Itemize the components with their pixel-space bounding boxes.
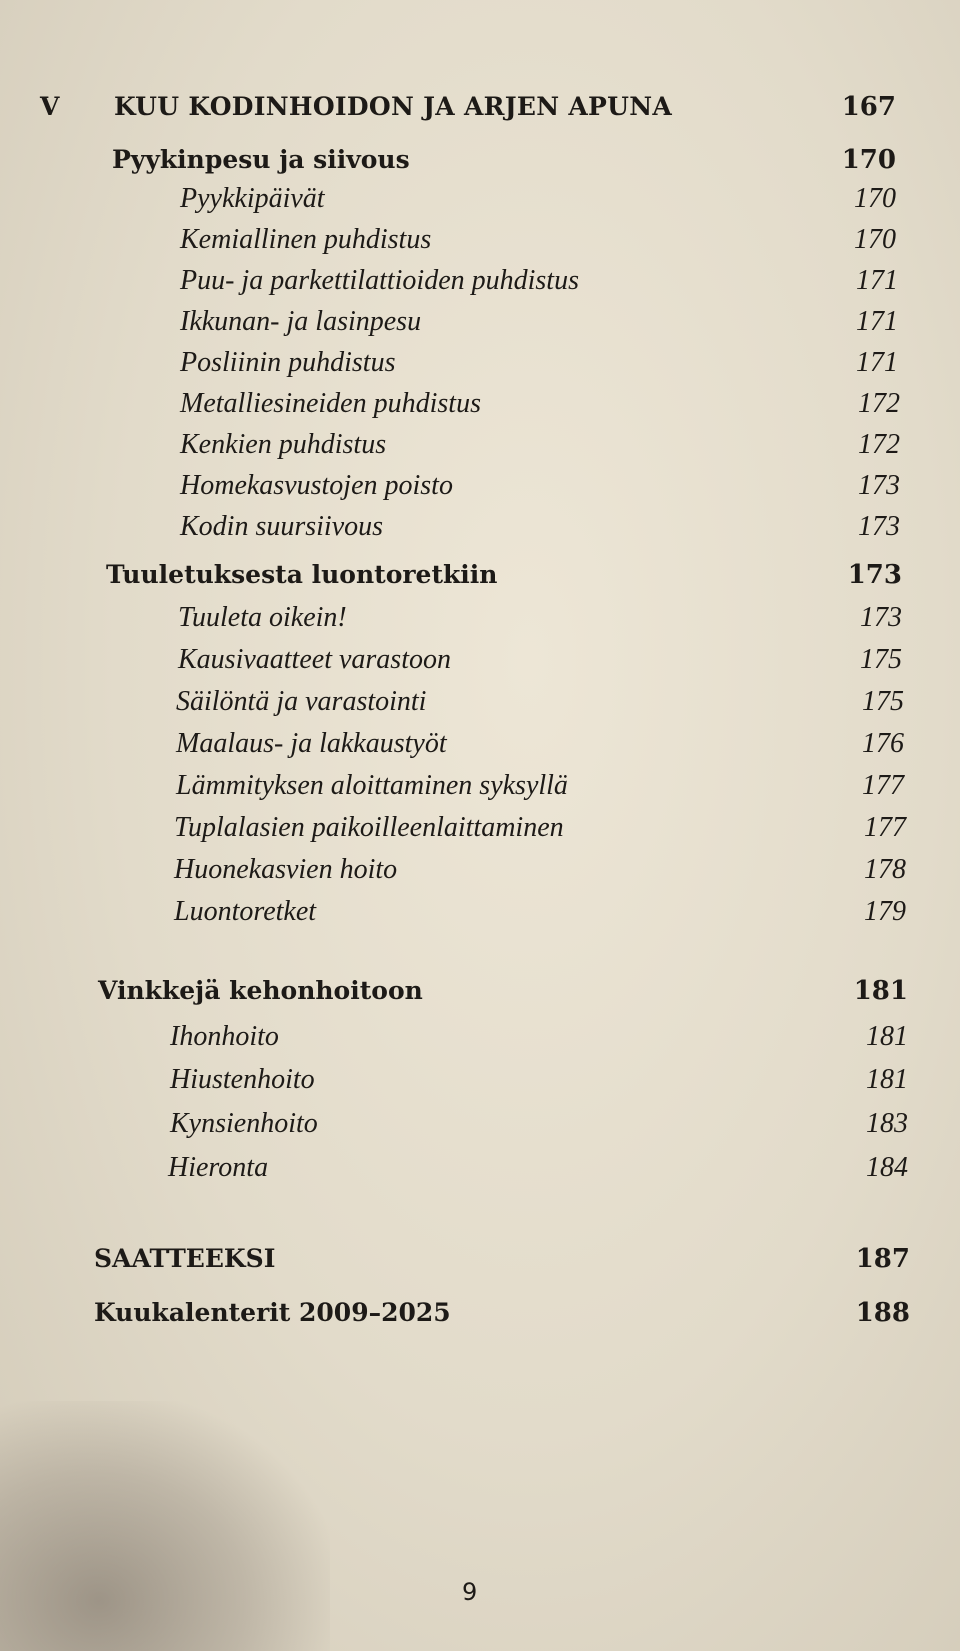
back-matter-page: 188 [855,1298,910,1328]
entry-page: 171 [856,347,898,378]
toc-entry [0,602,960,642]
entry-title: Ihonhoito [170,1021,279,1052]
chapter-number: V [40,92,60,121]
entry-title: Luontoretket [174,896,317,927]
back-matter-row [0,1244,960,1284]
toc-entry [0,224,960,264]
entry-title: Metalliesineiden puhdistus [180,388,481,419]
section-row [0,976,960,1016]
entry-title: Hiustenhoito [170,1064,315,1095]
entry-page: 183 [866,1108,908,1139]
toc-entry [0,686,960,726]
entry-page: 173 [858,470,900,501]
section-page: 170 [841,145,896,175]
toc-entry [0,896,960,936]
section-row [0,145,960,185]
entry-page: 177 [864,812,906,843]
toc-entry [0,511,960,551]
toc-entry [0,1064,960,1104]
entry-title: Huonekasvien hoito [174,854,398,885]
entry-title: Kenkien puhdistus [180,429,387,460]
entry-title: Puu- ja parkettilattioiden puhdistus [180,265,579,296]
entry-title: Pyykkipäivät [180,183,325,214]
toc-entry [0,1108,960,1148]
chapter-row [0,92,960,132]
page-number: 9 [462,1578,478,1606]
entry-page: 181 [866,1064,908,1095]
section-page: 173 [847,560,902,590]
entry-page: 178 [864,854,906,885]
toc-entry [0,470,960,510]
back-matter-title: Kuukalenterit 2009–2025 [94,1298,451,1327]
toc-entry [0,812,960,852]
chapter-page: 167 [841,92,896,122]
entry-title: Maalaus- ja lakkaustyöt [176,728,447,759]
toc-entry [0,265,960,305]
entry-title: Kemiallinen puhdistus [180,224,432,255]
entry-page: 171 [856,306,898,337]
entry-title: Posliinin puhdistus [180,347,396,378]
section-page: 181 [853,976,908,1006]
entry-title: Säilöntä ja varastointi [176,686,427,717]
back-matter-row [0,1298,960,1338]
entry-page: 170 [854,224,896,255]
section-row [0,560,960,600]
back-matter-title: SAATTEEKSI [94,1244,276,1273]
toc-entry [0,183,960,223]
entry-title: Homekasvustojen poisto [180,470,453,501]
section-title: Tuuletuksesta luontoretkiin [106,560,498,589]
section-title: Pyykinpesu ja siivous [112,145,410,174]
entry-page: 172 [858,388,900,419]
entry-page: 181 [866,1021,908,1052]
section-title: Vinkkejä kehonhoitoon [98,976,423,1005]
entry-title: Kynsienhoito [170,1108,318,1139]
toc-entry [0,854,960,894]
toc-entry [0,306,960,346]
toc-entry [0,728,960,768]
entry-title: Hieronta [168,1152,269,1183]
entry-page: 175 [862,686,904,717]
back-matter-page: 187 [855,1244,910,1274]
entry-title: Ikkunan- ja lasinpesu [180,306,422,337]
toc-entry [0,770,960,810]
toc-entry [0,1152,960,1192]
toc-entry [0,429,960,469]
toc-entry [0,1021,960,1061]
entry-page: 172 [858,429,900,460]
hand-shadow [0,1401,330,1651]
entry-title: Lämmityksen aloittaminen syksyllä [176,770,568,801]
entry-page: 175 [860,644,902,675]
toc-entry [0,644,960,684]
entry-page: 179 [864,896,906,927]
entry-title: Tuplalasien paikoilleenlaittaminen [174,812,564,843]
entry-title: Kodin suursiivous [180,511,384,542]
entry-page: 176 [862,728,904,759]
toc-entry [0,347,960,387]
entry-page: 184 [866,1152,908,1183]
toc-entry [0,388,960,428]
entry-page: 173 [858,511,900,542]
entry-title: Kausivaatteet varastoon [178,644,451,675]
entry-page: 177 [862,770,904,801]
entry-page: 171 [856,265,898,296]
entry-page: 170 [854,183,896,214]
entry-page: 173 [860,602,902,633]
entry-title: Tuuleta oikein! [178,602,347,633]
chapter-title: KUU KODINHOIDON JA ARJEN APUNA [114,92,673,121]
